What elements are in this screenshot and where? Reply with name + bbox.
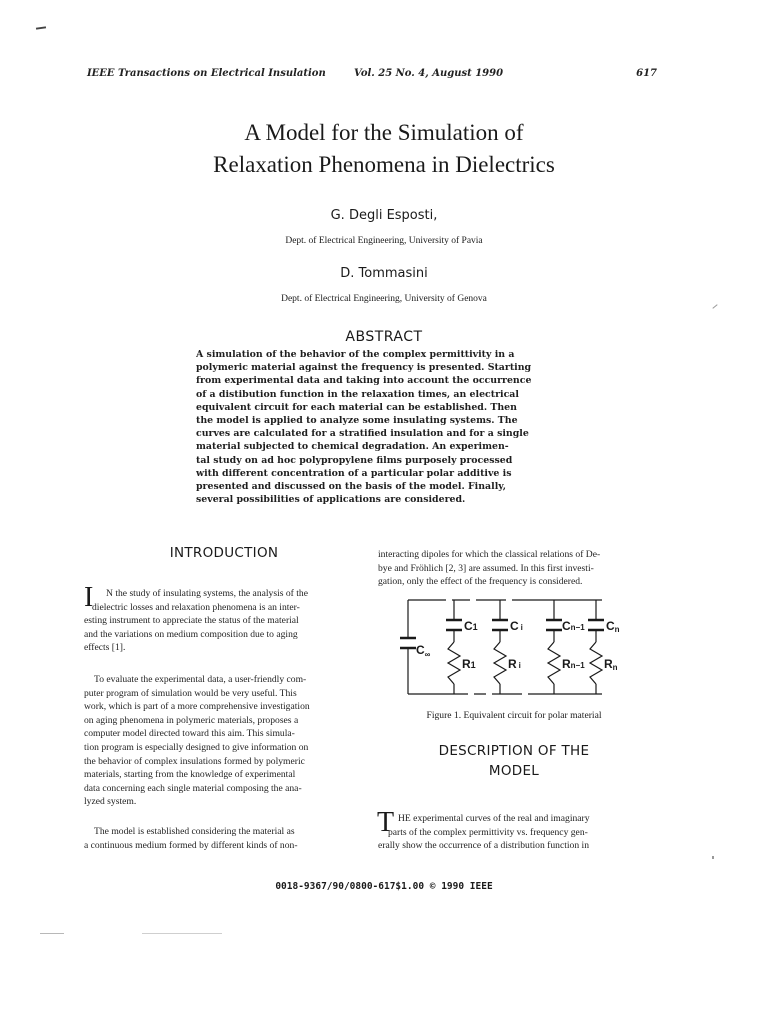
branch-n-1 [546,600,562,694]
text-line: parts of the complex permittivity vs. frequency gen- [388,826,588,838]
scan-smudge [40,933,64,934]
intro-paragraph-3 [84,825,364,852]
paper-title [84,117,684,181]
text-line: materials, starting from the knowledge of experimental [84,769,296,781]
ri-label: Ri [508,657,521,671]
abstract-line: polymeric material against the frequency is presented. Starting [196,362,532,374]
rn-1-label: Rn−1 [562,657,585,671]
c1-label: C1 [464,619,478,633]
scan-mark [712,856,714,859]
scan-mark [712,304,717,309]
text-line: HE experimental curves of the real and imaginary [398,813,590,824]
text-line: puter program of simulation would be very useful. This [84,687,297,699]
abstract-line: A simulation of the behavior of the complex permittivity in a [196,349,515,360]
abstract-line: of a distibution function in the relaxation times, an electrical [196,388,519,400]
introduction-heading: INTRODUCTION [169,545,279,561]
text-line: interacting dipoles for which the classical relations of De- [378,549,601,560]
text-line: the behavior of complex insulations formed by polymeric [84,755,305,767]
text-line: a continuous medium formed by different kinds of non- [84,839,298,851]
c-inf-label: $C_\infty$ [416,643,431,659]
branch-1 [446,600,462,694]
volume-info: Vol. 25 No. 4, August 1990 [354,68,504,79]
description-paragraph [377,807,650,853]
right-column-paragraph [378,548,650,589]
heading-line: MODEL [488,763,540,779]
text-line: and the variations on medium composition due to aging [84,628,298,640]
abstract-line: material subjected to chemical degradation. An experimen- [196,441,509,453]
text-line: bye and Fröhlich [2, 3] are assumed. In this first investi- [378,562,594,574]
r1-label: R1 [462,657,476,671]
abstract-line: the model is applied to analyze some insulating systems. The [196,415,518,427]
abstract-heading: ABSTRACT [345,329,423,345]
author-name: G. Degli Esposti, [330,208,438,223]
abstract-line: curves are calculated for a stratified insulation and for a single [196,428,529,440]
text-line: To evaluate the experimental data, a user-friendly com- [94,674,307,685]
text-line: N the study of insulating systems, the analysis of the [106,588,308,599]
drop-cap: T [377,807,395,838]
text-line: work, which is part of a more comprehensive investigation [84,701,310,713]
title-line: A Model for the Simulation of [244,120,524,145]
c-inf-capacitor [400,638,416,648]
author-affiliation: Dept. of Electrical Engineering, University of Genova [281,294,487,304]
copyright-identifier: 0018-9367/90/0800-617$1.00 © 1990 IEEE [275,881,493,892]
intro-paragraph-2 [84,673,364,809]
rn-label: Rn [604,657,618,672]
scan-mark [36,26,46,29]
drop-cap: I [84,582,94,613]
ci-label: Ci [510,619,523,633]
text-line: on aging phenomena in polymeric materials, proposes a [84,714,299,726]
cn-label: Cn [606,619,620,634]
text-line: erally show the occurrence of a distribution function in [378,840,589,852]
abstract-line: from experimental data and taking into account the occurrence [196,375,532,387]
text-line: esting instrument to appreciate the status of the material [84,615,299,627]
text-line: The model is established considering the material as [94,826,295,837]
equivalent-circuit-figure [396,596,632,698]
title-line: Relaxation Phenomena in Dielectrics [213,152,555,177]
abstract-line: with different concentration of a particular polar additive is [196,467,512,479]
abstract-line: tal study on ad hoc polypropylene films purposely processed [196,454,513,466]
intro-paragraph-1 [84,582,364,655]
text-line: effects [1]. [84,642,126,654]
description-heading [378,741,650,781]
branch-i [492,600,508,694]
page-number: 617 [636,68,657,79]
text-line: computer model directed toward this aim. This simula- [84,728,295,740]
abstract-line: presented and discussed on the basis of the model. Finally, [196,481,507,493]
text-line: tion program is especially designed to give information on [84,741,309,753]
abstract-body [196,348,544,506]
scan-smudge [142,933,222,934]
heading-line: DESCRIPTION OF THE [438,743,590,759]
text-line: dielectric losses and relaxation phenomena is an inter- [92,601,300,613]
figure-caption: Figure 1. Equivalent circuit for polar material [426,710,602,721]
abstract-line: several possibilities of applications are considered. [196,494,466,506]
author-affiliation: Dept. of Electrical Engineering, University of Pavia [285,236,483,246]
journal-name: IEEE Transactions on Electrical Insulation [87,68,326,79]
text-line: data concerning each single material composing the ana- [84,782,302,794]
cn-1-label: Cn−1 [562,619,585,633]
branch-n [588,600,604,694]
author-name: D. Tommasini [340,266,428,281]
text-line: lyzed system. [84,796,137,808]
abstract-line: equivalent circuit for each material can be established. Then [196,401,517,413]
text-line: gation, only the effect of the frequency is considered. [378,576,583,588]
